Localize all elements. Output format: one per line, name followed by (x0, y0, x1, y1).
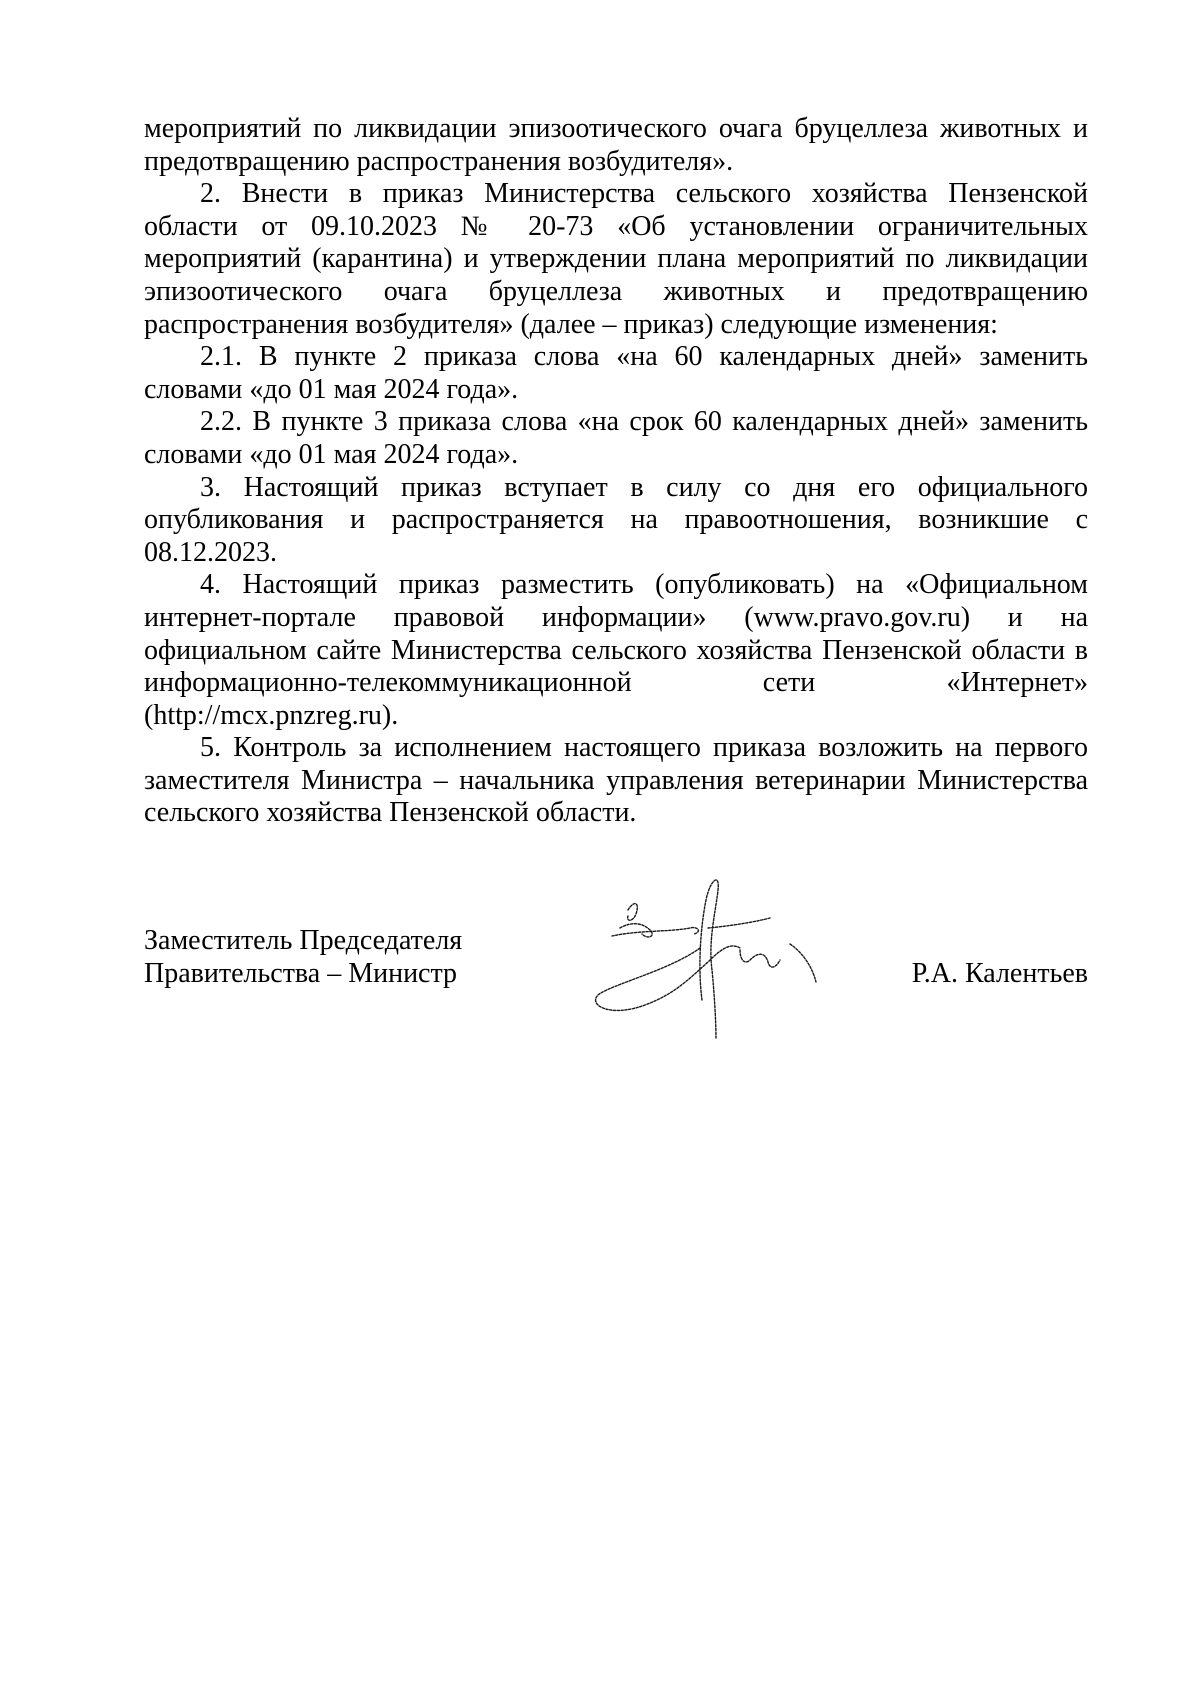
signatory-position (144, 925, 462, 990)
paragraph-item-2-1: 2.1. В пункте 2 приказа слова «на 60 календарных дней» заменить словами «до 01 мая 2024 года». (144, 341, 1088, 405)
handwritten-signature (590, 870, 840, 1045)
paragraph-item-3: 3. Настоящий приказ вступает в силу со дня его официального опубликования и распространяется на правоотношения, возникшие с 08.12.2023. (144, 471, 1088, 568)
signatory-position-line-1: Заместитель Председателя (144, 925, 463, 956)
signatory-position-line-2: Правительства – Министр (144, 957, 458, 989)
paragraph-item-2: 2. Внести в приказ Министерства сельского хозяйства Пензенской области от 09.10.2023 № 20-73 «Об установлении ограничительных мероприятий (карантина) и утверждении плана мероприятий по ликвидации эпизоотического очага бруцеллеза животных и предотвращению распространения возбудителя» (далее – приказ) следующие изменения: (144, 178, 1088, 340)
paragraph-item-2-2: 2.2. В пункте 3 приказа слова «на срок 60 календарных дней» заменить словами «до 01 мая 2024 года». (144, 406, 1088, 470)
paragraph-item-4: 4. Настоящий приказ разместить (опубликовать) на «Официальном интернет-портале правовой информации» (www.pravo.gov.ru) и на официальном сайте Министерства сельского хозяйства Пензенской области в информационно-телекоммуникационной сети «Интернет» (http://mcx.pnzreg.ru). (144, 569, 1088, 731)
paragraph-continuation: мероприятий по ликвидации эпизоотического очага бруцеллеза животных и предотвращению распространения возбудителя». (144, 113, 1088, 177)
document-body (144, 113, 1088, 830)
signatory-name: Р.А. Калентьев (911, 958, 1088, 989)
paragraph-item-5: 5. Контроль за исполнением настоящего приказа возложить на первого заместителя Министра – начальника управления ветеринарии Министерства сельского хозяйства Пензенской области. (144, 732, 1088, 829)
